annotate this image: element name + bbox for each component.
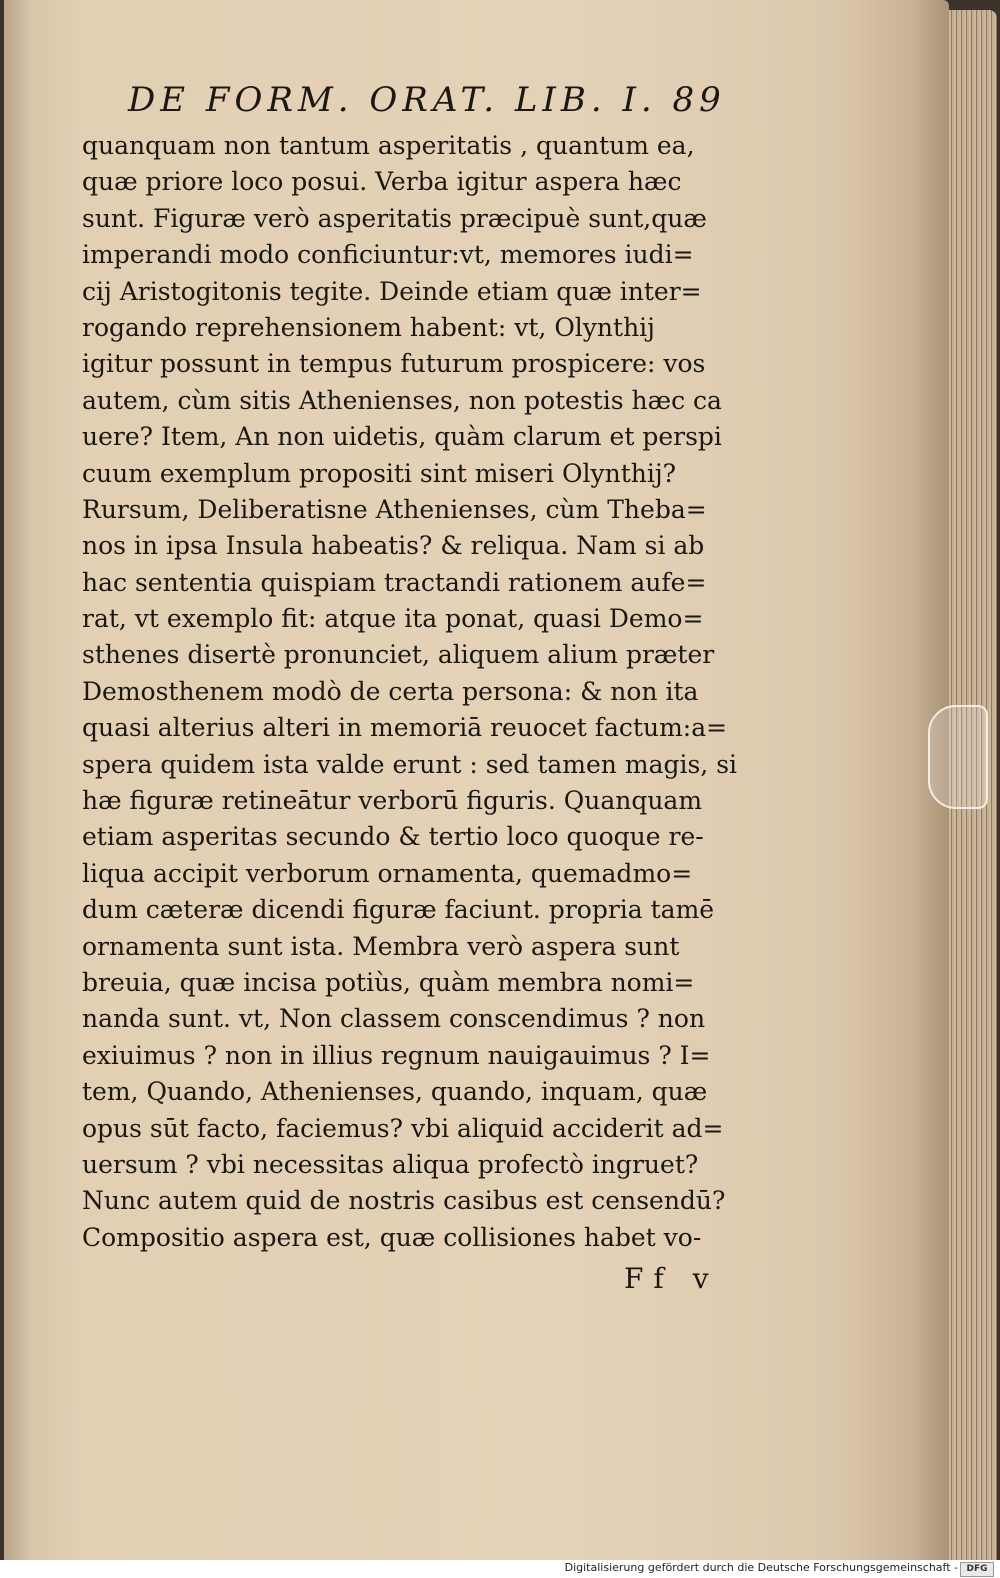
text-line: hac sententia quispiam tractandi rationem aufe= <box>82 567 707 597</box>
text-line: liqua accipit verborum ornamenta, quemadmo= <box>82 858 693 888</box>
text-line: Rursum, Deliberatisne Athenienses, cùm Theba= <box>82 494 707 524</box>
text-line: opus sūt facto, faciemus? vbi aliquid acciderit ad= <box>82 1113 724 1143</box>
text-line: quasi alterius alteri in memoriā reuocet factum:a= <box>82 713 728 743</box>
funding-notice: Digitalisierung gefördert durch die Deutsche Forschungsgemeinschaft - <box>564 1561 958 1574</box>
page-clip <box>928 705 988 809</box>
text-line: etiam asperitas secundo & tertio loco quoque re- <box>82 822 704 852</box>
text-line: Demosthenem modò de certa persona: & non ita <box>82 676 699 706</box>
text-line: Compositio aspera est, quæ collisiones habet vo- <box>82 1222 702 1252</box>
footer-bar <box>0 1560 1000 1578</box>
text-line: imperandi modo conficiuntur:vt, memores iudi= <box>82 240 694 270</box>
text-line: spera quidem ista valde erunt : sed tamen magis, si <box>82 749 738 779</box>
text-line: ornamenta sunt ista. Membra verò aspera sunt <box>82 931 680 961</box>
text-line: nanda sunt. vt, Non classem conscendimus ? non <box>82 1004 706 1034</box>
running-header: DE FORM. ORAT. LIB. I. 89 <box>128 80 726 120</box>
text-line: quanquam non tantum asperitatis , quantum ea, <box>82 131 695 160</box>
dfg-logo: DFG <box>960 1562 994 1577</box>
text-line: rogando reprehensionem habent: vt, Olynthij <box>82 312 655 342</box>
text-line: dum cæteræ dicendi figuræ faciunt. propria tamē <box>82 895 715 925</box>
text-line: nos in ipsa Insula habeatis? & reliqua. Nam si ab <box>82 531 705 561</box>
text-line: Nunc autem quid de nostris casibus est censendū? <box>82 1186 726 1216</box>
page-text <box>82 72 782 1295</box>
text-line: uersum ? vbi necessitas aliqua profectò ingruet? <box>82 1149 699 1179</box>
text-line: cij Aristogitonis tegite. Deinde etiam quæ inter= <box>82 276 702 306</box>
text-line: tem, Quando, Athenienses, quando, inquam, quæ <box>82 1077 708 1107</box>
text-line: rat, vt exemplo fit: atque ita ponat, quasi Demo= <box>82 604 704 634</box>
body-text <box>82 128 782 1256</box>
text-line: sunt. Figuræ verò asperitatis præcipuè sunt,quæ <box>82 203 707 233</box>
text-line: quæ priore loco posui. Verba igitur aspera hæc <box>82 167 682 197</box>
text-line: hæ figuræ retineātur verborū figuris. Quanquam <box>82 786 703 816</box>
text-line: igitur possunt in tempus futurum prospicere: vos <box>82 349 706 379</box>
text-line: uere? Item, An non uidetis, quàm clarum et perspi <box>82 422 722 452</box>
text-line: sthenes disertè pronunciet, aliquem alium præter <box>82 640 715 670</box>
text-line: exiuimus ? non in illius regnum nauigauimus ? I= <box>82 1040 711 1070</box>
text-line: autem, cùm sitis Athenienses, non potestis hæc ca <box>82 385 722 415</box>
signature-mark: Ff v <box>624 1262 719 1296</box>
text-line: cuum exemplum propositi sint miseri Olynthij? <box>82 458 677 488</box>
text-line: breuia, quæ incisa potiùs, quàm membra nomi= <box>82 967 695 997</box>
